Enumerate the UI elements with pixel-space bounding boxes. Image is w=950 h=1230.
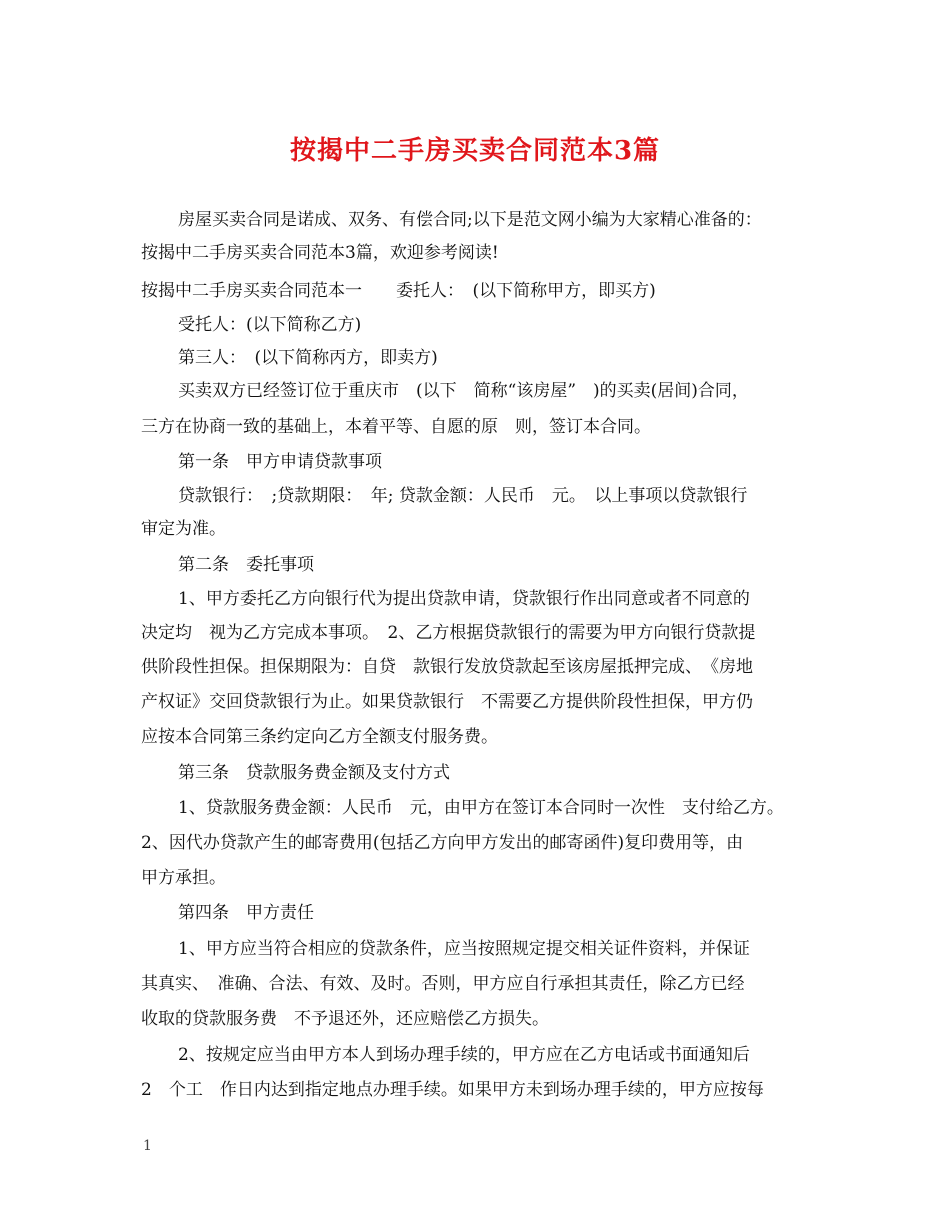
section-heading: 第三条 贷款服务费金额及支付方式 [178, 763, 450, 783]
page-number: 1 [143, 1138, 152, 1154]
paragraph-line: 收取的贷款服务费 不予退还外，还应赔偿乙方损失。 [141, 1009, 549, 1029]
paragraph-line: 买卖双方已经签订位于重庆市 (以下 简称“该房屋” )的买卖(居间)合同， [178, 381, 749, 401]
paragraph-line: 1、甲方应当符合相应的贷款条件，应当按照规定提交相关证件资料，并保证 [178, 939, 750, 959]
paragraph-line: 2、按规定应当由甲方本人到场办理手续的，甲方应在乙方电话或书面通知后 [178, 1045, 750, 1065]
paragraph-line: 审定为准。 [141, 519, 226, 539]
section-heading: 第一条 甲方申请贷款事项 [178, 452, 382, 472]
paragraph-line: 1、贷款服务费金额：人民币 元，由甲方在签订本合同时一次性 支付给乙方。 [178, 798, 784, 818]
section-heading: 第四条 甲方责任 [178, 903, 314, 923]
paragraph-line: 产权证》交回贷款银行为止。如果贷款银行 不需要乙方提供阶段性担保，甲方仍 [141, 692, 753, 712]
paragraph-line: 按揭中二手房买卖合同范本3篇，欢迎参考阅读! [141, 243, 499, 263]
document-title: 按揭中二手房买卖合同范本3篇 [289, 136, 661, 166]
paragraph-line: 其真实、 准确、合法、有效、及时。否则，甲方应自行承担其责任，除乙方已经 [141, 974, 745, 994]
paragraph-line: 1、甲方委托乙方向银行代为提出贷款申请，贷款银行作出同意或者不同意的 [178, 589, 750, 609]
paragraph-line: 受托人：(以下简称乙方) [178, 315, 362, 335]
section-heading: 第二条 委托事项 [178, 555, 314, 575]
paragraph-line: 第三人： (以下简称丙方，即卖方) [178, 348, 438, 368]
paragraph-line: 房屋买卖合同是诺成、双务、有偿合同;以下是范文网小编为大家精心准备的： [178, 210, 762, 230]
paragraph-line: 三方在协商一致的基础上，本着平等、自愿的原 则，签订本合同。 [141, 417, 651, 437]
paragraph-line: 2 个工 作日内达到指定地点办理手续。如果甲方未到场办理手续的，甲方应按每 [141, 1080, 764, 1100]
paragraph-line: 甲方承担。 [141, 868, 226, 888]
paragraph-line: 决定均 视为乙方完成本事项。 2、乙方根据贷款银行的需要为甲方向银行贷款提 [141, 623, 756, 643]
paragraph-line: 供阶段性担保。担保期限为：自贷 款银行发放贷款起至该房屋抵押完成、 《房地 [141, 657, 753, 677]
paragraph-line: 应按本合同第三条约定向乙方全额支付服务费。 [141, 727, 498, 747]
paragraph-line: 2、因代办贷款产生的邮寄费用(包括乙方向甲方发出的邮寄函件)复印费用等，由 [141, 833, 744, 853]
paragraph-line: 贷款银行： ;贷款期限： 年; 贷款金额：人民币 元。 以上事项以贷款银行 [178, 486, 748, 506]
paragraph-line: 按揭中二手房买卖合同范本一 委托人： (以下简称甲方，即买方) [141, 281, 656, 301]
